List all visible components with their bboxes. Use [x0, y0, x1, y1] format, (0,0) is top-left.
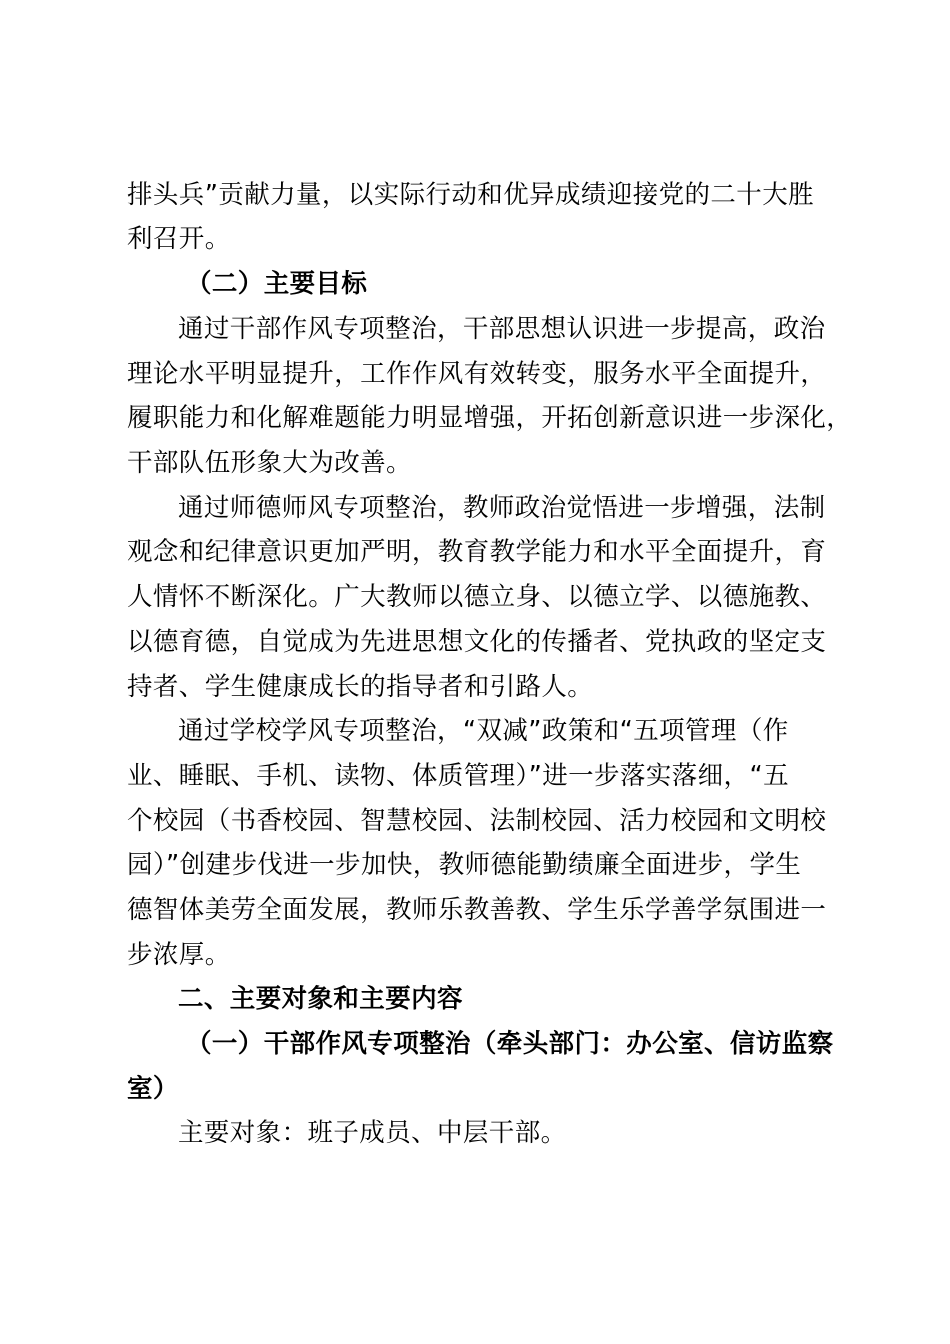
paragraph-line: 通过师德师风专项整治，教师政治觉悟进一步增强，法制: [178, 493, 826, 523]
paragraph-line: 干部队伍形象大为改善。: [127, 448, 412, 478]
paragraph-line: 个校园（书香校园、智慧校园、法制校园、活力校园和文明校: [127, 806, 827, 836]
paragraph-line: 观念和纪律意识更加严明，教育教学能力和水平全面提升，育: [127, 537, 827, 567]
paragraph-line: 通过学校学风专项整治，“双减”政策和“五项管理（作: [178, 716, 789, 746]
paragraph-line: 持者、学生健康成长的指导者和引路人。: [127, 672, 594, 702]
paragraph-line: 主要对象：班子成员、中层干部。: [178, 1118, 567, 1148]
section-heading: 二、主要对象和主要内容: [178, 984, 463, 1014]
paragraph-line: 步浓厚。: [127, 940, 231, 970]
paragraph-line: 德智体美劳全面发展，教师乐教善教、学生乐学善学氛围进一: [127, 895, 827, 925]
paragraph-line: 业、睡眠、手机、读物、体质管理）”进一步落实落细，“五: [127, 761, 789, 791]
paragraph-line: 履职能力和化解难题能力明显增强，开拓创新意识进一步深化，: [127, 403, 853, 433]
paragraph-line: 利召开。: [127, 224, 231, 254]
paragraph-line: 排头兵”贡献力量，以实际行动和优异成绩迎接党的二十大胜: [127, 180, 815, 210]
section-subheading: （一）干部作风专项整治（牵头部门：办公室、信访监察: [186, 1029, 834, 1059]
section-subheading-continued: 室）: [127, 1074, 179, 1104]
paragraph-line: 以德育德，自觉成为先进思想文化的传播者、党执政的坚定支: [127, 627, 827, 657]
paragraph-line: 园）”创建步伐进一步加快，教师德能勤绩廉全面进步，学生: [127, 850, 802, 880]
paragraph-line: 理论水平明显提升，工作作风有效转变，服务水平全面提升，: [127, 359, 827, 389]
section-subheading: （二）主要目标: [186, 269, 368, 299]
paragraph-line: 通过干部作风专项整治，干部思想认识进一步提高，政治: [178, 314, 826, 344]
paragraph-line: 人情怀不断深化。广大教师以德立身、以德立学、以德施教、: [127, 582, 827, 612]
